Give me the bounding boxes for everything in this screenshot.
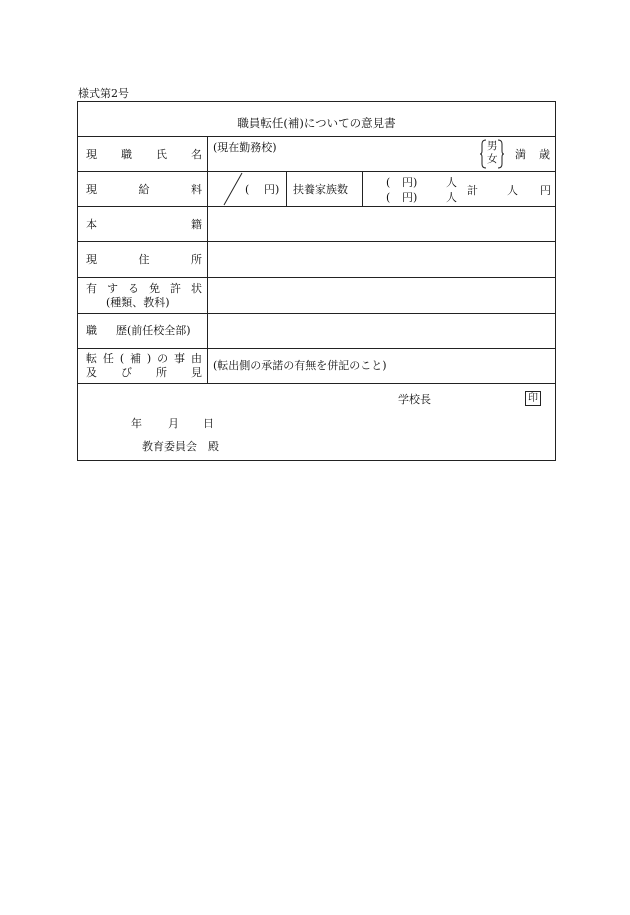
seal-mark: 印 <box>525 391 541 406</box>
total-label: 計 <box>467 184 478 197</box>
current-school-note: (現在勤務校) <box>213 141 277 154</box>
gender-male: 男 <box>487 140 498 152</box>
row-divider <box>78 348 555 349</box>
label-column-divider <box>207 136 208 383</box>
row-divider <box>78 136 555 137</box>
date-year: 年 <box>131 417 142 430</box>
dep1-yen: 円) <box>402 176 418 189</box>
gender-female: 女 <box>487 153 498 165</box>
row-divider <box>78 241 555 242</box>
label-domicile: 本 籍 <box>86 218 202 231</box>
total-person: 人 <box>507 184 518 197</box>
salary-paren-open: ( <box>245 183 250 196</box>
row-divider <box>78 171 555 172</box>
reason-note: (転出側の承諾の有無を併記のこと) <box>213 359 387 372</box>
dependents-divider <box>362 171 363 206</box>
label-opinion: 及 び 所 見 <box>86 366 202 379</box>
age-full: 満 <box>515 148 526 161</box>
row-divider <box>78 206 555 207</box>
dep2-yen: 円) <box>402 191 418 204</box>
row-divider <box>78 383 555 384</box>
label-history-tail: 歴(前任校全部) <box>116 324 191 337</box>
dep2-paren-open: ( <box>386 191 391 204</box>
license-subtype: (種類、教科) <box>106 296 170 309</box>
dep2-person: 人 <box>446 191 457 204</box>
addressee: 教育委員会 殿 <box>142 440 219 453</box>
dep1-person: 人 <box>446 176 457 189</box>
form-number: 様式第2号 <box>78 87 129 100</box>
label-address: 現 住 所 <box>86 253 202 266</box>
salary-divider <box>286 171 287 206</box>
salary-slash <box>222 172 244 206</box>
label-current-name: 現 職 氏 名 <box>86 148 202 161</box>
label-current-salary: 現 給 料 <box>86 183 202 196</box>
row-divider <box>78 277 555 278</box>
age-unit: 歳 <box>539 148 550 161</box>
label-reason: 転 任 ( 補 ) の 事 由 <box>86 352 202 365</box>
dep1-paren-open: ( <box>386 176 391 189</box>
date-day: 日 <box>203 417 214 430</box>
total-yen: 円 <box>540 184 551 197</box>
row-divider <box>78 313 555 314</box>
principal-label: 学校長 <box>398 393 431 406</box>
date-month: 月 <box>168 417 179 430</box>
label-history-head: 職 <box>86 324 97 337</box>
dependents-label: 扶養家族数 <box>293 183 348 196</box>
salary-yen-unit: 円) <box>264 183 280 196</box>
opinion-form-table <box>77 101 556 461</box>
label-license: 有 す る 免 許 状 <box>86 282 202 295</box>
form-title: 職員転任(補)についての意見書 <box>237 116 396 130</box>
